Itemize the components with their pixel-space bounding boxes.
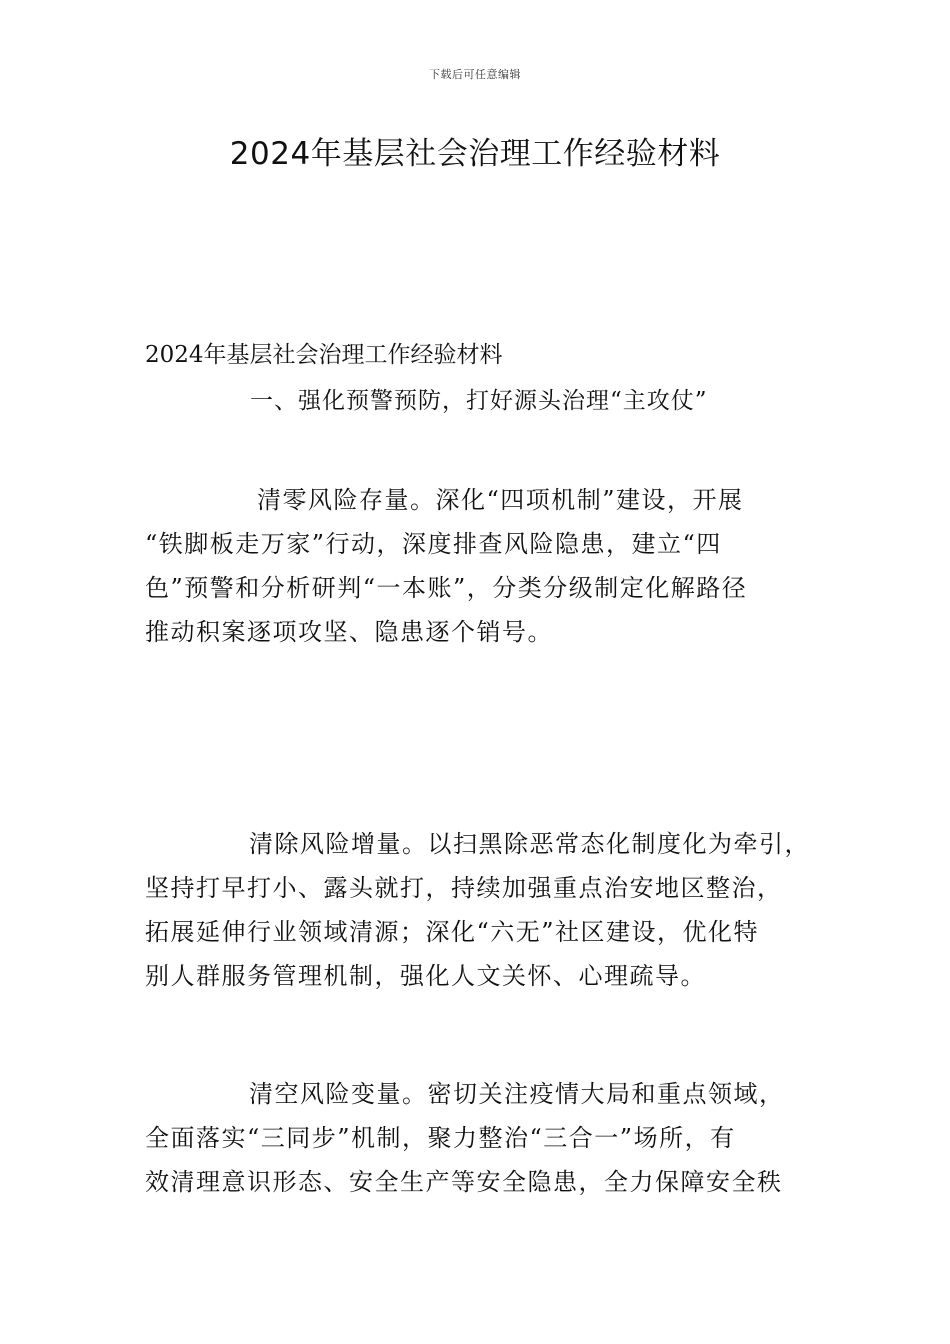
paragraph-line: 清除风险增量。以扫黑除恶常态化制度化为牵引，: [249, 830, 810, 858]
paragraph-line: 推动积案逐项攻坚、隐患逐个销号。: [145, 618, 553, 646]
header-note: 下载后可任意编辑: [429, 68, 521, 81]
paragraph-line: 效清理意识形态、安全生产等安全隐患，全力保障安全秩: [145, 1168, 783, 1196]
paragraph-2: [145, 822, 817, 998]
document-title: 2024年基层社会治理工作经验材料: [229, 136, 721, 172]
paragraph-3: [145, 1072, 817, 1204]
paragraph-line: 清零风险存量。深化“四项机制”建设，开展: [257, 486, 744, 514]
paragraph-line: “铁脚板走万家”行动，深度排查风险隐患，建立“四: [145, 530, 722, 558]
paragraph-line: 清空风险变量。密切关注疫情大局和重点领域，: [249, 1080, 785, 1108]
paragraph-1: [145, 478, 817, 654]
document-subtitle: 2024年基层社会治理工作经验材料: [145, 342, 503, 368]
paragraph-line: 别人群服务管理机制，强化人文关怀、心理疏导。: [145, 962, 706, 990]
paragraph-line: 色”预警和分析研判“一本账”，分类分级制定化解路径: [145, 574, 748, 602]
paragraph-line: 坚持打早打小、露头就打，持续加强重点治安地区整治，: [145, 874, 783, 902]
paragraph-line: 拓展延伸行业领域清源；深化“六无”社区建设，优化特: [145, 918, 760, 946]
paragraph-line: 全面落实“三同步”机制，聚力整治“三合一”场所，有: [145, 1124, 736, 1152]
section-heading: 一、强化预警预防，打好源头治理“主攻仗”: [250, 388, 708, 414]
